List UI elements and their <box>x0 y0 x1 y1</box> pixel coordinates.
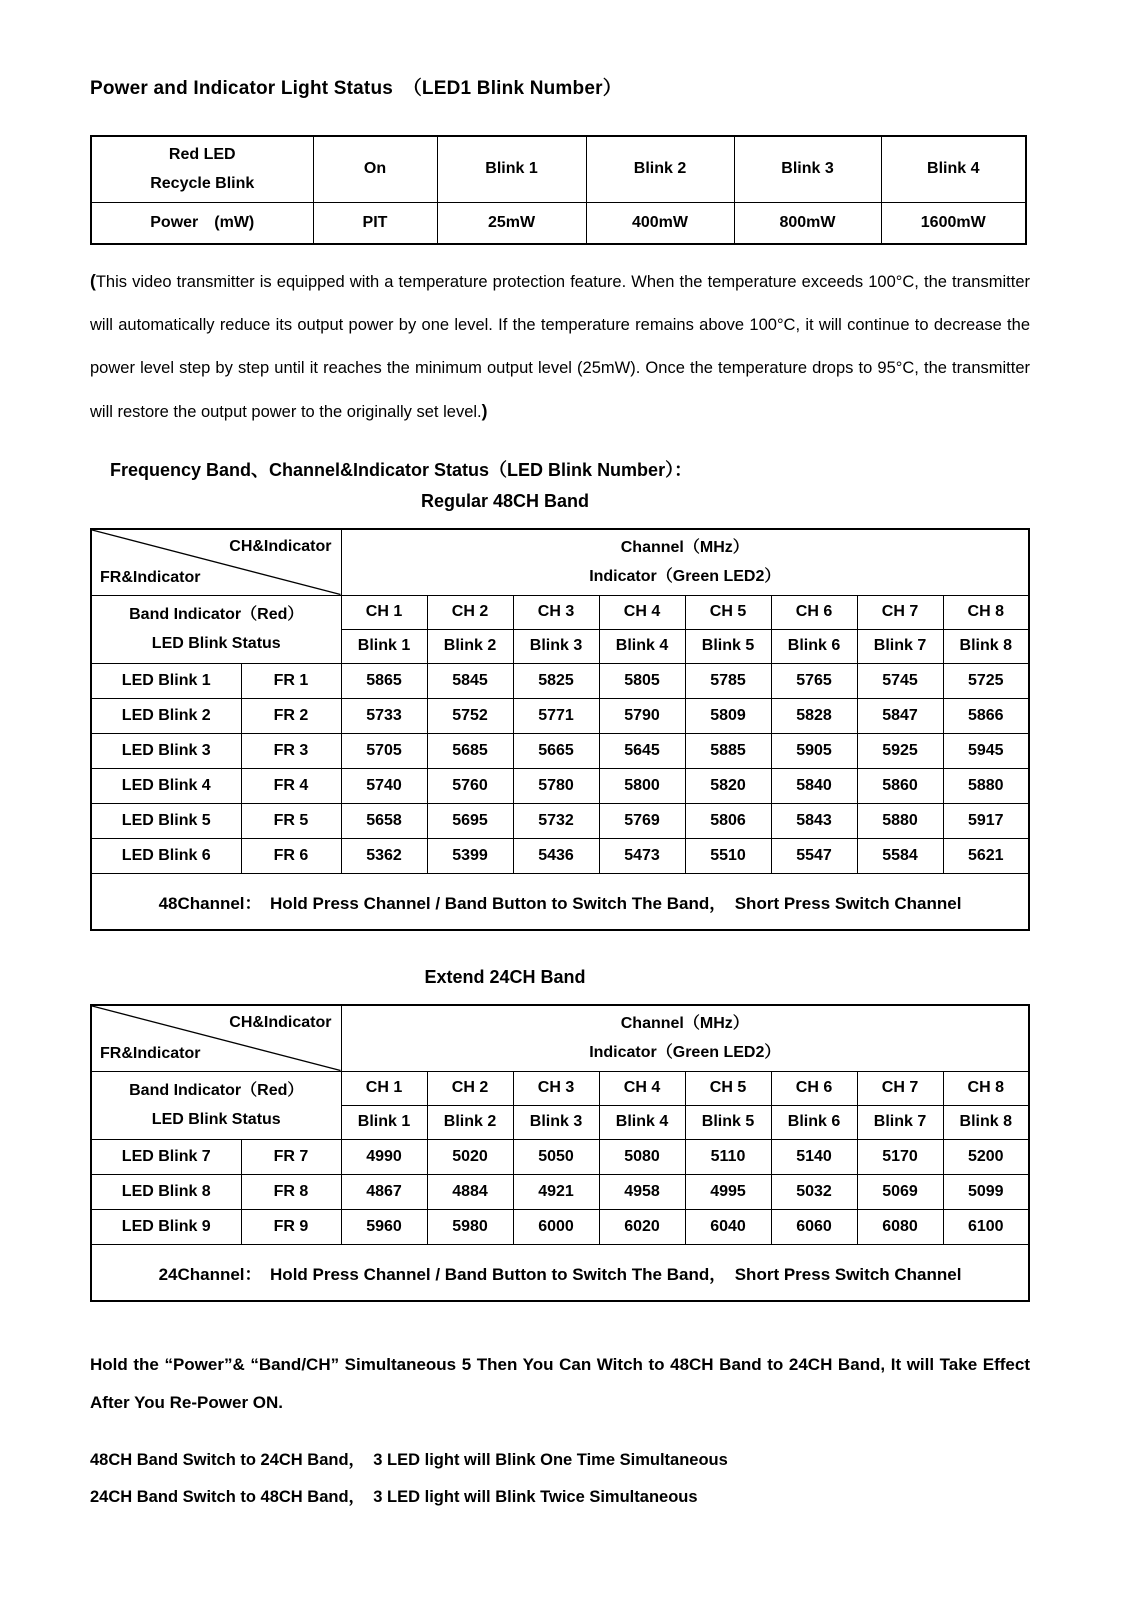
channel-mhz-label: Channel（MHz） <box>620 1015 749 1033</box>
ch-header-cell: CH 2 <box>427 595 513 629</box>
freq-cell: 5732 <box>513 803 599 838</box>
freq-cell: 5805 <box>599 663 685 698</box>
fr-cell: FR 4 <box>241 768 341 803</box>
table-row <box>91 1005 1029 1071</box>
blink-header-cell: Blink 7 <box>857 629 943 663</box>
diagonal-header-cell <box>91 529 341 595</box>
ch-header-cell: CH 8 <box>943 595 1029 629</box>
table-row <box>91 733 1029 768</box>
freq-cell: 5725 <box>943 663 1029 698</box>
ch-indicator-label: CH&Indicator <box>229 538 332 555</box>
freq-cell: 5510 <box>685 838 771 873</box>
freq-cell: 4867 <box>341 1174 427 1209</box>
freq-cell: 5020 <box>427 1139 513 1174</box>
blink-header-cell: Blink 7 <box>857 1105 943 1139</box>
freq-cell: 5080 <box>599 1139 685 1174</box>
freq-cell: 4884 <box>427 1174 513 1209</box>
table-row <box>91 698 1029 733</box>
ch-header-cell: CH 2 <box>427 1071 513 1105</box>
power-label-cell: Power (mW) <box>91 202 313 244</box>
led-blink-cell: LED Blink 6 <box>91 838 241 873</box>
freq-cell: 5170 <box>857 1139 943 1174</box>
freq-cell: 5665 <box>513 733 599 768</box>
freq-cell: 5885 <box>685 733 771 768</box>
switch-24-to-48-note: 24CH Band Switch to 48CH Band， 3 LED light will Blink Twice Simultaneous <box>90 1488 698 1506</box>
led-blink-cell: LED Blink 8 <box>91 1174 241 1209</box>
blink-header-cell: Blink 4 <box>599 629 685 663</box>
channel-mhz-label: Channel（MHz） <box>620 539 749 557</box>
table-row <box>91 1174 1029 1209</box>
blink-header-cell: Blink 4 <box>599 1105 685 1139</box>
switch-48-to-24-note: 48CH Band Switch to 24CH Band， 3 LED light will Blink One Time Simultaneous <box>90 1451 728 1469</box>
fr-cell: FR 5 <box>241 803 341 838</box>
band-indicator-header-cell <box>91 1071 341 1139</box>
freq-cell: 6040 <box>685 1209 771 1244</box>
freq-cell: 5695 <box>427 803 513 838</box>
diagonal-header-cell <box>91 1005 341 1071</box>
switch-notes <box>90 1442 1030 1516</box>
blink-header-cell: Blink 3 <box>513 1105 599 1139</box>
freq-cell: 5790 <box>599 698 685 733</box>
channel-mhz-header-cell <box>341 1005 1029 1071</box>
blink-header-cell: Blink 8 <box>943 1105 1029 1139</box>
table-row <box>91 1139 1029 1174</box>
indicator-green-label: Indicator（Green LED2） <box>589 1044 781 1062</box>
freq-cell: 5800 <box>599 768 685 803</box>
blink-header-cell: Blink 6 <box>771 1105 857 1139</box>
freq-cell: 6060 <box>771 1209 857 1244</box>
band-indicator-label: Band Indicator（Red） <box>129 606 304 623</box>
freq-cell: 5050 <box>513 1139 599 1174</box>
note-body: This video transmitter is equipped with a temperature protection feature. When the temperature exceeds 100°C, the transmitter will automatically reduce its output power by one level. If the temperature remains above 100°C, it will continue to decrease the power level step by step until it reaches the minimum output level (25mW). Once the temperature drops to 95°C, the transmitter will restore the output power to the originally set level. <box>90 273 1030 421</box>
freq-cell: 5200 <box>943 1139 1029 1174</box>
freq-cell: 5733 <box>341 698 427 733</box>
freq-cell: 4958 <box>599 1174 685 1209</box>
power-pit-cell: PIT <box>313 202 437 244</box>
power-1600mw-cell: 1600mW <box>881 202 1026 244</box>
freq-cell: 5740 <box>341 768 427 803</box>
freq-cell: 5140 <box>771 1139 857 1174</box>
freq-cell: 5099 <box>943 1174 1029 1209</box>
freq-cell: 5745 <box>857 663 943 698</box>
table-row <box>91 663 1029 698</box>
freq-cell: 5785 <box>685 663 771 698</box>
ch-indicator-label: CH&Indicator <box>229 1014 332 1031</box>
fr-cell: FR 9 <box>241 1209 341 1244</box>
blink-header-cell: Blink 1 <box>341 1105 427 1139</box>
blink-header-cell: Blink 5 <box>685 629 771 663</box>
freq-cell: 5840 <box>771 768 857 803</box>
freq-cell: 5980 <box>427 1209 513 1244</box>
led-blink-status-label: LED Blink Status <box>151 1111 281 1128</box>
freq-cell: 5705 <box>341 733 427 768</box>
table-row <box>91 1244 1029 1301</box>
blink-header-cell: Blink 2 <box>427 629 513 663</box>
blink1-header-cell: Blink 1 <box>437 136 586 202</box>
note-open-paren: ( <box>90 271 96 291</box>
freq-cell: 4921 <box>513 1174 599 1209</box>
freq-cell: 5825 <box>513 663 599 698</box>
table-row <box>91 595 1029 629</box>
freq-cell: 5771 <box>513 698 599 733</box>
red-led-line1: Red LED <box>168 146 236 164</box>
power-400mw-cell: 400mW <box>586 202 734 244</box>
fr-cell: FR 6 <box>241 838 341 873</box>
power-indicator-table <box>90 135 1027 245</box>
freq-cell: 5845 <box>427 663 513 698</box>
ch-header-cell: CH 3 <box>513 595 599 629</box>
freq-cell: 6020 <box>599 1209 685 1244</box>
fr-cell: FR 1 <box>241 663 341 698</box>
table-row <box>91 1209 1029 1244</box>
freq-cell: 5866 <box>943 698 1029 733</box>
blink2-header-cell: Blink 2 <box>586 136 734 202</box>
ch-header-cell: CH 1 <box>341 595 427 629</box>
freq-cell: 4990 <box>341 1139 427 1174</box>
channel-mhz-header-cell <box>341 529 1029 595</box>
ch-header-cell: CH 3 <box>513 1071 599 1105</box>
freq-cell: 5685 <box>427 733 513 768</box>
fr-cell: FR 3 <box>241 733 341 768</box>
ch-header-cell: CH 5 <box>685 1071 771 1105</box>
ch-header-cell: CH 6 <box>771 1071 857 1105</box>
freq-cell: 5760 <box>427 768 513 803</box>
freq-cell: 5436 <box>513 838 599 873</box>
freq-cell: 5880 <box>943 768 1029 803</box>
power-25mw-cell: 25mW <box>437 202 586 244</box>
blink4-header-cell: Blink 4 <box>881 136 1026 202</box>
freq-cell: 5769 <box>599 803 685 838</box>
page-title: Power and Indicator Light Status （LED1 Blink Number） <box>90 78 622 99</box>
table-row <box>91 529 1029 595</box>
blink-header-cell: Blink 5 <box>685 1105 771 1139</box>
freq-cell: 5860 <box>857 768 943 803</box>
table-row <box>91 136 1026 202</box>
blink-header-cell: Blink 1 <box>341 629 427 663</box>
freq-cell: 5925 <box>857 733 943 768</box>
extend-table-footer: 24Channel： Hold Press Channel / Band Button to Switch The Band， Short Press Switch Channel <box>91 1244 1029 1301</box>
indicator-green-label: Indicator（Green LED2） <box>589 568 781 586</box>
band-indicator-header-cell <box>91 595 341 663</box>
ch-header-cell: CH 5 <box>685 595 771 629</box>
on-header-cell: On <box>313 136 437 202</box>
fr-indicator-label: FR&Indicator <box>100 1044 201 1062</box>
led-blink-cell: LED Blink 4 <box>91 768 241 803</box>
regular-band-title: Regular 48CH Band <box>420 491 590 511</box>
freq-cell: 5945 <box>943 733 1029 768</box>
led-blink-cell: LED Blink 9 <box>91 1209 241 1244</box>
blink-header-cell: Blink 6 <box>771 629 857 663</box>
freq-cell: 5917 <box>943 803 1029 838</box>
ch-header-cell: CH 8 <box>943 1071 1029 1105</box>
ch-header-cell: CH 4 <box>599 1071 685 1105</box>
freq-cell: 6000 <box>513 1209 599 1244</box>
page-content <box>90 0 1030 1516</box>
note-close-paren: ) <box>481 401 488 421</box>
fr-cell: FR 2 <box>241 698 341 733</box>
ch-header-cell: CH 4 <box>599 595 685 629</box>
freq-cell: 5645 <box>599 733 685 768</box>
blink-header-cell: Blink 3 <box>513 629 599 663</box>
blink-header-cell: Blink 8 <box>943 629 1029 663</box>
freq-cell: 5584 <box>857 838 943 873</box>
table-row <box>91 768 1029 803</box>
freq-cell: 5069 <box>857 1174 943 1209</box>
led-blink-cell: LED Blink 7 <box>91 1139 241 1174</box>
freq-cell: 5865 <box>341 663 427 698</box>
freq-cell: 5547 <box>771 838 857 873</box>
fr-indicator-label: FR&Indicator <box>100 568 201 586</box>
led-blink-cell: LED Blink 3 <box>91 733 241 768</box>
fr-cell: FR 7 <box>241 1139 341 1174</box>
red-led-line2: Recycle Blink <box>150 175 255 193</box>
fr-cell: FR 8 <box>241 1174 341 1209</box>
freq-cell: 5809 <box>685 698 771 733</box>
temperature-note <box>90 260 1030 434</box>
extend-24ch-table <box>90 1004 1030 1302</box>
freq-cell: 5847 <box>857 698 943 733</box>
table-row <box>91 1071 1029 1105</box>
freq-cell: 5828 <box>771 698 857 733</box>
freq-cell: 5905 <box>771 733 857 768</box>
frequency-section-heading: Frequency Band、Channel&Indicator Status（LED Blink Number）： <box>110 460 693 480</box>
freq-cell: 5806 <box>685 803 771 838</box>
freq-cell: 6080 <box>857 1209 943 1244</box>
led-blink-status-label: LED Blink Status <box>151 635 281 652</box>
ch-header-cell: CH 7 <box>857 1071 943 1105</box>
freq-cell: 5658 <box>341 803 427 838</box>
blink-header-cell: Blink 2 <box>427 1105 513 1139</box>
ch-header-cell: CH 1 <box>341 1071 427 1105</box>
freq-cell: 5780 <box>513 768 599 803</box>
freq-cell: 5399 <box>427 838 513 873</box>
freq-cell: 5110 <box>685 1139 771 1174</box>
freq-cell: 6100 <box>943 1209 1029 1244</box>
freq-cell: 5362 <box>341 838 427 873</box>
freq-cell: 5880 <box>857 803 943 838</box>
freq-cell: 5752 <box>427 698 513 733</box>
freq-cell: 5765 <box>771 663 857 698</box>
blink3-header-cell: Blink 3 <box>734 136 881 202</box>
red-led-header-cell <box>91 136 313 202</box>
power-800mw-cell: 800mW <box>734 202 881 244</box>
table-row <box>91 838 1029 873</box>
regular-table-footer: 48Channel： Hold Press Channel / Band Button to Switch The Band， Short Press Switch Channel <box>91 873 1029 930</box>
table-row <box>91 202 1026 244</box>
extend-band-title: Extend 24CH Band <box>424 967 586 987</box>
freq-cell: 5621 <box>943 838 1029 873</box>
ch-header-cell: CH 7 <box>857 595 943 629</box>
freq-cell: 5843 <box>771 803 857 838</box>
table-row <box>91 873 1029 930</box>
led-blink-cell: LED Blink 1 <box>91 663 241 698</box>
ch-header-cell: CH 6 <box>771 595 857 629</box>
freq-cell: 4995 <box>685 1174 771 1209</box>
freq-cell: 5032 <box>771 1174 857 1209</box>
freq-cell: 5960 <box>341 1209 427 1244</box>
regular-48ch-table <box>90 528 1030 931</box>
table-row <box>91 803 1029 838</box>
freq-cell: 5820 <box>685 768 771 803</box>
band-indicator-label: Band Indicator（Red） <box>129 1082 304 1099</box>
led-blink-cell: LED Blink 2 <box>91 698 241 733</box>
freq-cell: 5473 <box>599 838 685 873</box>
hold-switch-note: Hold the “Power”& “Band/CH” Simultaneous 5 Then You Can Witch to 48CH Band to 24CH Band, It will Take Effect After You Re-Power ON. <box>90 1355 1030 1412</box>
led-blink-cell: LED Blink 5 <box>91 803 241 838</box>
